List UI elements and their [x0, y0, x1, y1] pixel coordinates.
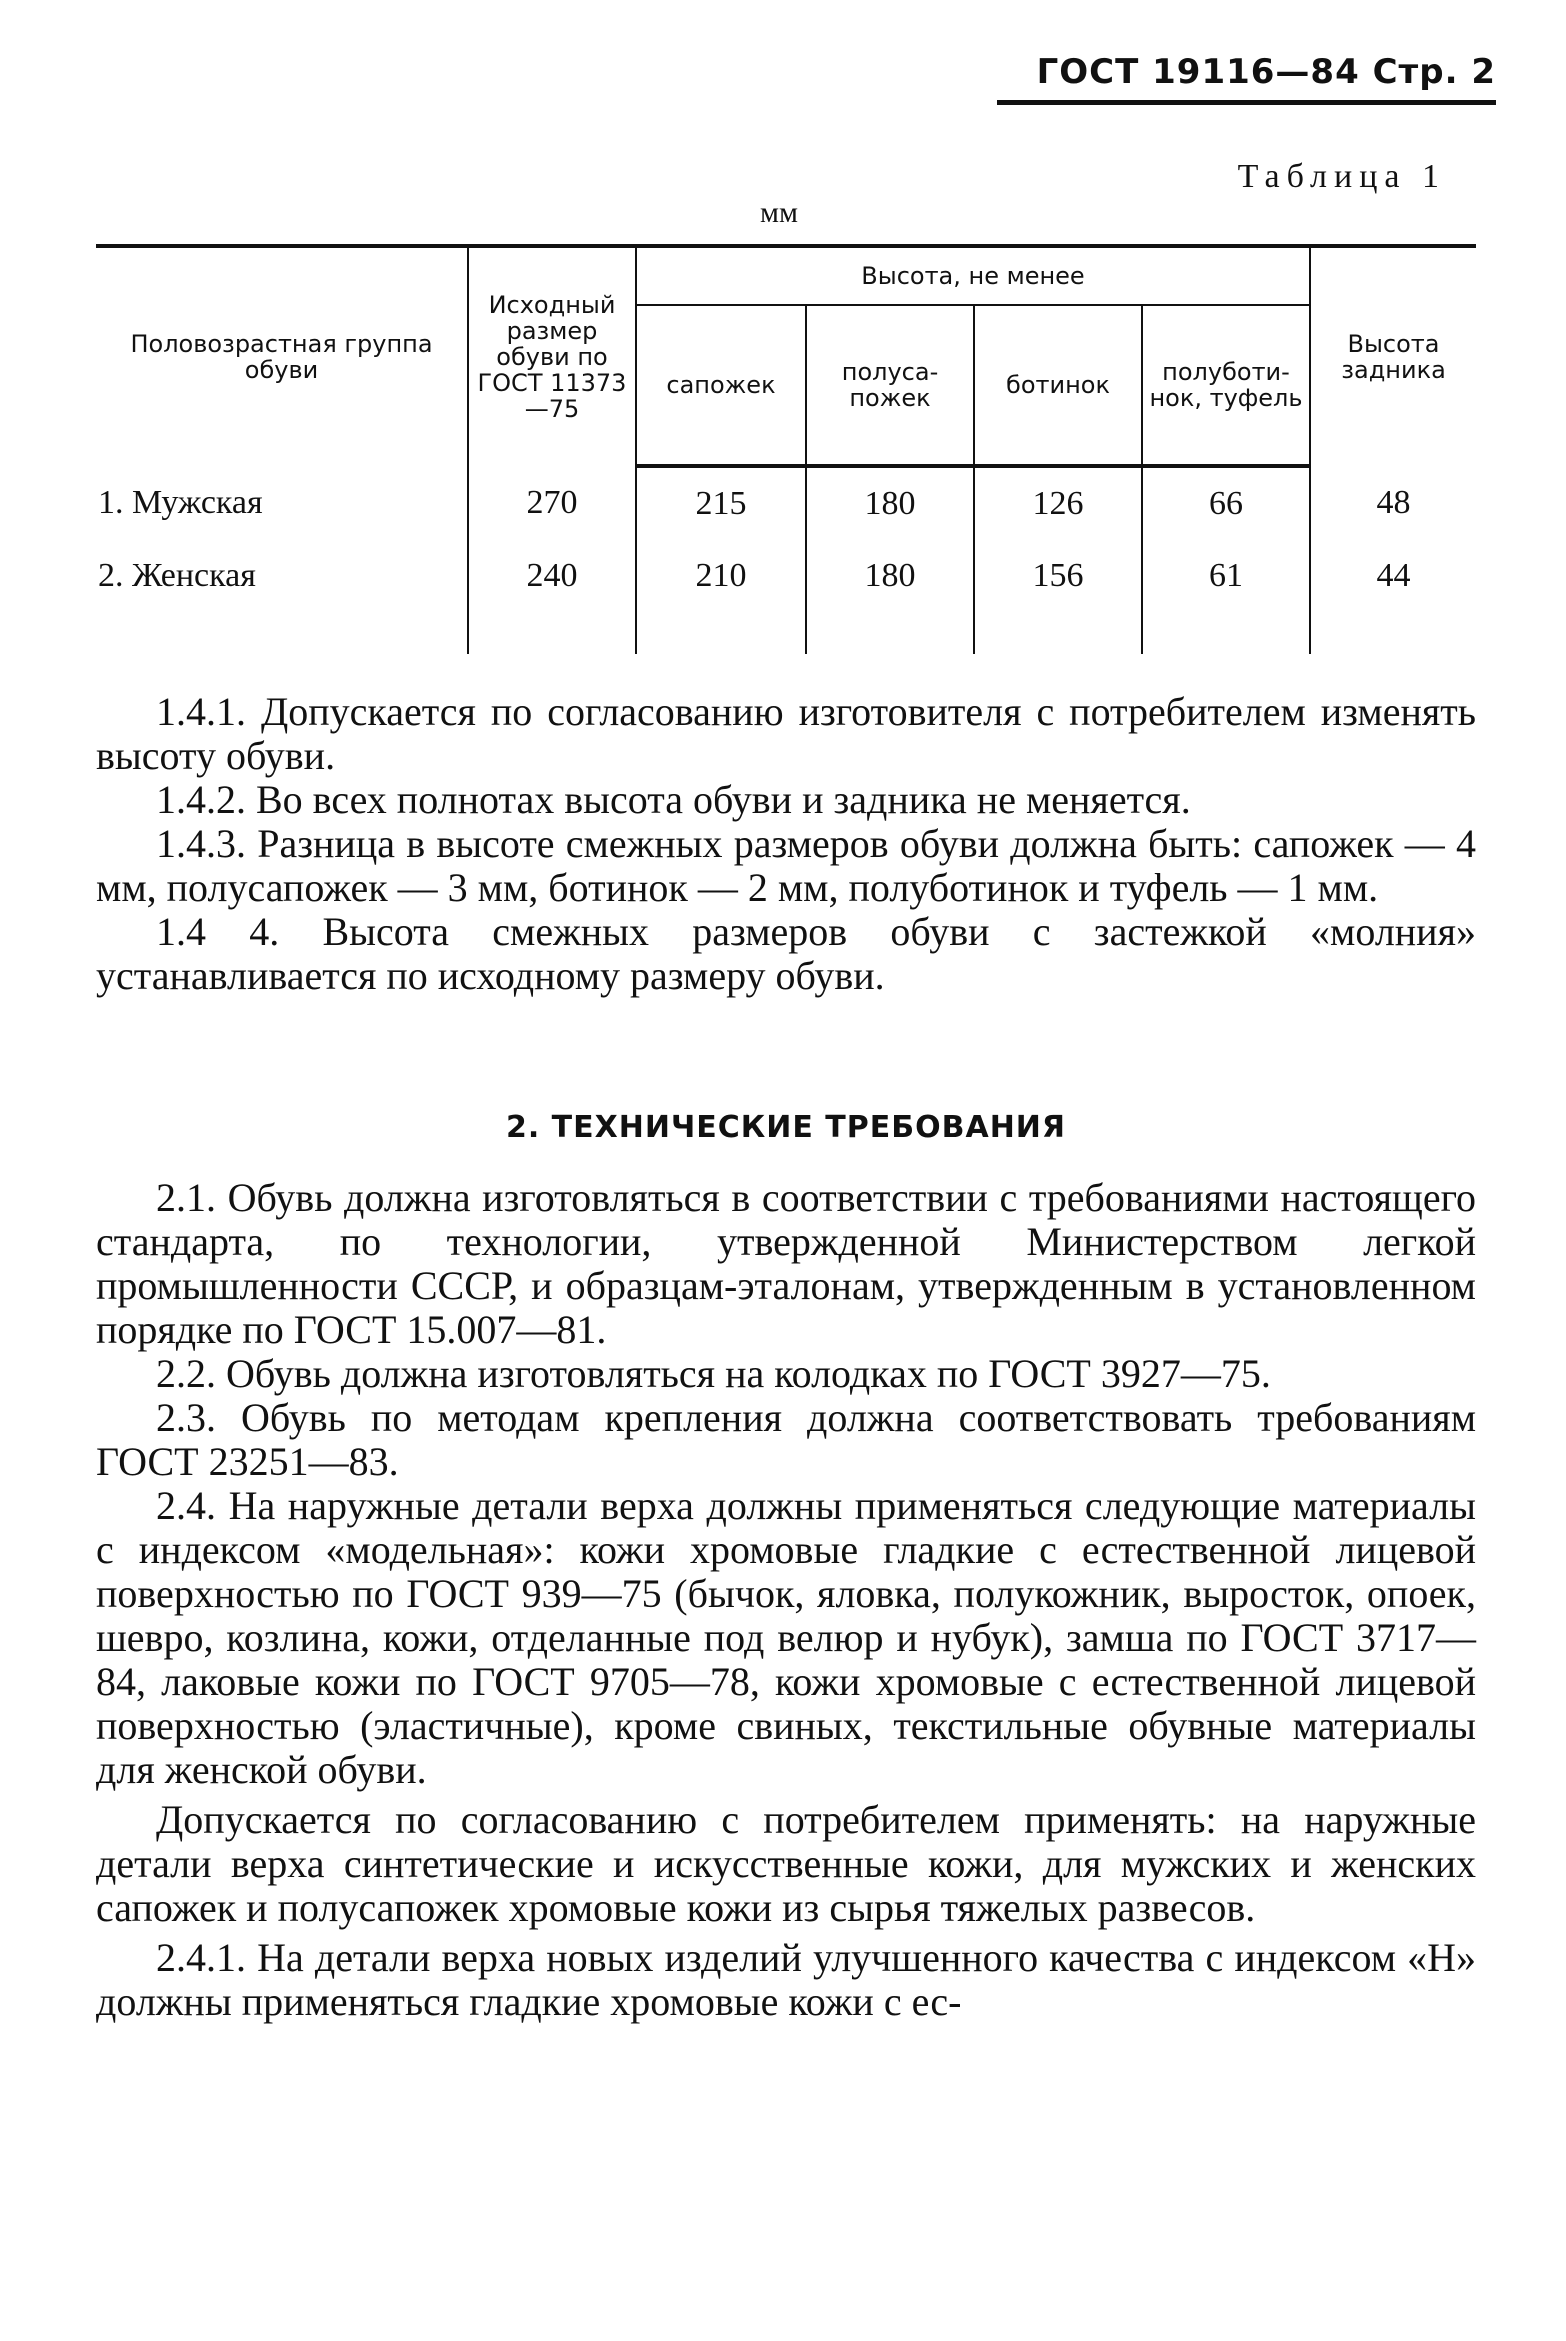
table-cell: 180	[806, 466, 974, 540]
paragraph: 2.4. На наружные детали верха должны применяться следующие материалы с индексом «модельная»: кожи хромовые гладкие с естественной лицевой поверхностью по ГОСТ 939—75 (бычок, яловка, полукожник, выросток, опоек, шевро, козлина, кожи, отделанные под велюр и нубук), замша по ГОСТ 3717—84, лаковые кожи по ГОСТ 9705—78, кожи хромовые с естественной лицевой поверхностью (эластичные), кроме свиных, текстильные обувные материалы для женской обуви.	[96, 1483, 1476, 1792]
paragraph: 2.1. Обувь должна изготовляться в соответствии с требованиями настоящего стандарта, по технологии, утвержденной Министерством легкой промышленности СССР, и образцам-эталонам, утвержденным в установленном порядке по ГОСТ 15.007—81.	[96, 1175, 1476, 1352]
table-cell: 2. Женская	[98, 557, 256, 594]
paragraph: Допускается по согласованию с потребителем применять: на наружные детали верха синтетические и искусственные кожи, для мужских и женских сапожек и полусапожек хромовые кожи из сырья тяжелых развесов.	[96, 1797, 1476, 1930]
table-cell: 240	[468, 540, 636, 612]
section-2-block	[96, 1176, 1476, 2024]
table-cell: 66	[1142, 466, 1310, 540]
table-cell: 48	[1310, 466, 1476, 540]
table-cell: 270	[468, 466, 636, 540]
paragraph: 1.4.1. Допускается по согласованию изготовителя с потребителем изменять высоту обуви.	[96, 689, 1476, 778]
col-header-height: Высота, не менее	[636, 246, 1310, 305]
col-header-heel: Высота задника	[1310, 246, 1476, 466]
col-header-size: Исходный размер обуви по ГОСТ 11373—75	[468, 246, 636, 466]
paragraph: 1.4.3. Разница в высоте смежных размеров обуви должна быть: сапожек — 4 мм, полусапожек — 3 мм, ботинок — 2 мм, полуботинок и туфель — 1 мм.	[96, 821, 1476, 910]
table-cell: 61	[1142, 540, 1310, 612]
table-title: Таблица 1	[1237, 158, 1446, 195]
table-cell: 180	[806, 540, 974, 612]
table-padding-row	[96, 612, 1476, 654]
table-cell: 156	[974, 540, 1142, 612]
paragraph: 1.4.2. Во всех полнотах высота обуви и задника не меняется.	[156, 777, 1191, 822]
table-cell: 44	[1310, 540, 1476, 612]
page-header: ГОСТ 19116—84 Стр. 2	[997, 52, 1496, 105]
clause-1-4-block	[96, 690, 1476, 998]
paragraph: 2.2. Обувь должна изготовляться на колодках по ГОСТ 3927—75.	[156, 1351, 1271, 1396]
subcol-header: полуса-пожек	[806, 305, 974, 466]
paragraph: 1.4 4. Высота смежных размеров обуви с застежкой «молния» устанавливается по исходному размеру обуви.	[96, 909, 1476, 998]
paragraph: 2.3. Обувь по методам крепления должна соответствовать требованиям ГОСТ 23251—83.	[96, 1395, 1476, 1484]
table-units: мм	[760, 196, 798, 229]
section-title: 2. ТЕХНИЧЕСКИЕ ТРЕБОВАНИЯ	[505, 1110, 1067, 1145]
subcol-header: полуботи-нок, туфель	[1142, 305, 1310, 466]
table-cell: 215	[636, 466, 806, 540]
table-cell: 1. Мужская	[98, 484, 263, 521]
table-cell: 210	[636, 540, 806, 612]
shoe-height-table	[96, 244, 1476, 654]
subcol-header: сапожек	[636, 305, 806, 466]
table-cell: 126	[974, 466, 1142, 540]
paragraph: 2.4.1. На детали верха новых изделий улучшенного качества с индексом «Н» должны применяться гладкие хромовые кожи с ес-	[96, 1935, 1476, 2024]
table-row	[96, 540, 1476, 612]
col-header-group: Половозрастная группа обуви	[130, 330, 433, 384]
subcol-header: ботинок	[974, 305, 1142, 466]
table-row	[96, 466, 1476, 540]
